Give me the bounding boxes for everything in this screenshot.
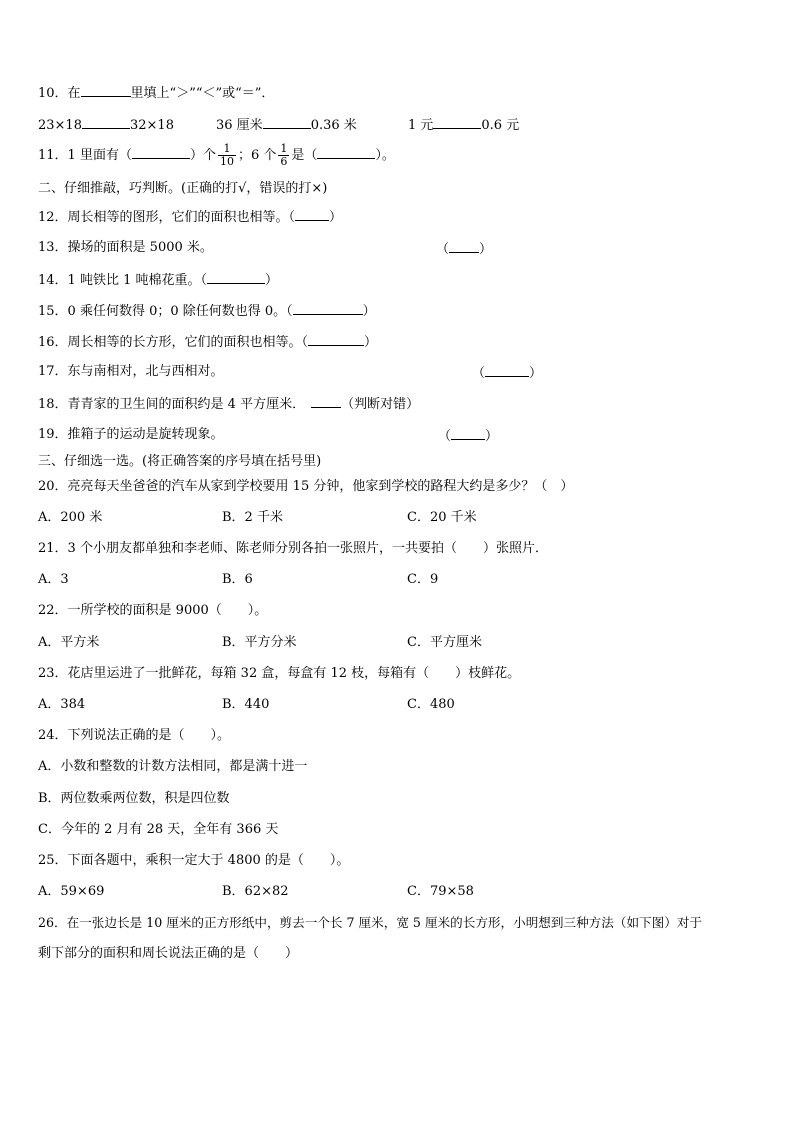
- answer-blank[interactable]: [295, 208, 329, 221]
- question-13-answer: （ ）: [436, 242, 493, 257]
- question-13: 13．操场的面积是 5000 米。: [38, 240, 213, 255]
- answer-blank[interactable]: [82, 116, 130, 129]
- question-26-line-2: 剩下部分的面积和周长说法正确的是（ ）: [38, 946, 299, 961]
- option-c[interactable]: C．79×58: [407, 884, 474, 899]
- option-b[interactable]: B．两位数乘两位数，积是四位数: [38, 791, 230, 806]
- answer-blank[interactable]: [449, 240, 479, 253]
- question-17-answer: （ ）: [472, 366, 543, 381]
- answer-blank[interactable]: [81, 84, 131, 97]
- answer-blank[interactable]: [485, 364, 529, 377]
- question-15: 15．0 乘任何数得 0；0 除任何数也得 0。（ ）: [38, 304, 376, 319]
- question-17: 17．东与南相对，北与西相对。: [38, 364, 224, 379]
- section-2-heading: 二、仔细推敲，巧判断。(正确的打√，错误的打×): [38, 181, 328, 196]
- question-10-item-b: 36 厘米 0.36 米: [216, 118, 357, 133]
- option-a[interactable]: A．小数和整数的计数方法相同，都是满十进一: [38, 759, 308, 774]
- question-21: 21．3 个小朋友都单独和李老师、陈老师分别各拍一张照片，一共要拍（ ）张照片．: [38, 541, 548, 556]
- fraction-1-6: $\frac{1}{6}$: [280, 142, 288, 168]
- option-b[interactable]: B．62×82: [222, 884, 289, 899]
- question-19-answer: （ ）: [438, 429, 499, 444]
- option-a[interactable]: A．3: [38, 572, 69, 587]
- option-b[interactable]: B．2 千米: [222, 510, 283, 525]
- question-10-items: 23×18 32×18: [38, 118, 174, 133]
- option-c[interactable]: C．480: [407, 697, 455, 712]
- option-a[interactable]: A．384: [38, 697, 86, 712]
- answer-blank[interactable]: [308, 333, 364, 346]
- question-14: 14．1 吨铁比 1 吨棉花重。（ ）: [38, 273, 278, 288]
- answer-blank[interactable]: [207, 271, 265, 284]
- answer-blank[interactable]: [433, 116, 481, 129]
- answer-blank[interactable]: [293, 302, 363, 315]
- answer-blank[interactable]: [263, 116, 311, 129]
- question-19: 19．推箱子的运动是旋转现象。: [38, 427, 224, 442]
- option-b[interactable]: B．平方分米: [222, 635, 297, 650]
- question-26-line-1: 26．在一张边长是 10 厘米的正方形纸中，剪去一个长 7 厘米，宽 5 厘米的长方形，小明想到三种方法（如下图）对于: [38, 915, 703, 930]
- option-c[interactable]: C．20 千米: [407, 510, 477, 525]
- option-b[interactable]: B．6: [222, 572, 253, 587]
- answer-blank[interactable]: [311, 395, 341, 408]
- question-18: 18．青青家的卫生间的面积约是 4 平方厘米． （判断对错）: [38, 397, 420, 412]
- answer-blank[interactable]: [132, 146, 190, 159]
- question-11: 11．1 里面有（ ）个 $\frac{1}{10}$ ；6 个 $\frac{1}{6}$ 是（ ）。: [38, 142, 395, 168]
- question-24: 24．下列说法正确的是（ ）。: [38, 728, 231, 743]
- question-10-item-c: 1 元 0.6 元: [408, 118, 520, 133]
- option-a[interactable]: A．200 米: [38, 510, 103, 525]
- question-22: 22．一所学校的面积是 9000（ ）。: [38, 603, 268, 618]
- answer-blank[interactable]: [451, 427, 485, 440]
- fraction-1-10: $\frac{1}{10}$: [219, 142, 234, 168]
- question-16: 16．周长相等的长方形，它们的面积也相等。（ ）: [38, 335, 378, 350]
- option-b[interactable]: B．440: [222, 697, 270, 712]
- option-a[interactable]: A．59×69: [38, 884, 105, 899]
- option-a[interactable]: A．平方米: [38, 635, 100, 650]
- question-25: 25．下面各题中，乘积一定大于 4800 的是（ ）。: [38, 853, 350, 868]
- option-c[interactable]: C．今年的 2 月有 28 天，全年有 366 天: [38, 822, 279, 837]
- question-23: 23．花店里运进了一批鲜花，每箱 32 盒，每盒有 12 枝，每箱有（ ）枝鲜花。: [38, 666, 521, 681]
- section-3-heading: 三、仔细选一选。(将正确答案的序号填在括号里): [38, 454, 322, 469]
- question-10: 10．在 里填上“＞”“＜”或“＝”．: [38, 86, 275, 101]
- question-12: 12．周长相等的图形，它们的面积也相等。（ ）: [38, 210, 343, 225]
- option-c[interactable]: C．平方厘米: [407, 635, 482, 650]
- option-c[interactable]: C．9: [407, 572, 439, 587]
- question-20: 20．亮亮每天坐爸爸的汽车从家到学校要用 15 分钟，他家到学校的路程大约是多少？（ ）: [38, 479, 574, 494]
- answer-blank[interactable]: [317, 146, 375, 159]
